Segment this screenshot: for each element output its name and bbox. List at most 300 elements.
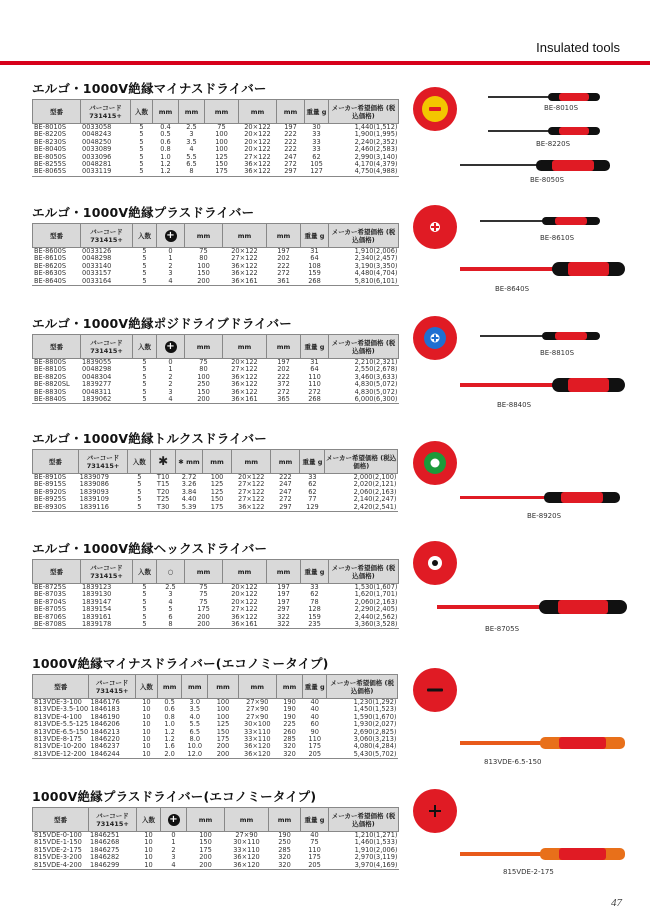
table-cell: 5 [133,374,157,381]
table-cell: 1846275 [89,847,137,854]
table-cell: 1839055 [81,359,133,367]
table-cell: BE-8010S [33,124,81,132]
table-cell: 815VDE-3-200 [33,854,89,861]
table-row [33,481,398,488]
table-cell: 200 [208,751,238,759]
table-cell: 62 [301,591,329,598]
table-cell: 100 [208,714,238,721]
header-title: Insulated tools [536,40,620,55]
table-cell: 5 [133,359,157,367]
screwdriver-image [480,332,600,340]
table-cell: 31 [301,248,329,256]
product-label: BE-8640S [495,285,530,293]
table-cell: 200 [185,614,223,621]
table-cell: 5 [133,270,157,277]
table-cell: 1839123 [81,584,133,592]
table-cell: 36×120 [225,862,269,870]
col-header: 重量 g [303,675,327,699]
table-cell: 250 [269,839,301,846]
screwdriver-image [480,217,600,225]
table-cell: 150 [185,389,223,396]
table-cell: 2,060(2,163) [329,599,399,606]
table-cell: 222 [277,139,305,146]
col-header: mm [232,450,271,474]
table-cell: 1,450(1,523) [327,706,398,713]
table-cell: 40 [303,706,327,713]
table-cell: BE-8708S [33,621,81,629]
table-cell: BE-8840S [33,396,81,404]
table-cell: 5,430(5,702) [327,751,398,759]
table-cell: 33×110 [225,847,269,854]
table-cell: 75 [185,591,223,598]
table-cell: 62 [300,489,325,496]
section-pozidriv-ergo [32,316,398,404]
table-cell: 320 [269,854,301,861]
table-row [33,743,398,750]
section-title: エルゴ・1000V絶縁マイナスドライバー [32,81,267,96]
table-cell: 40 [301,832,329,840]
col-header: mm [223,224,267,248]
table-cell: 1846244 [89,751,135,759]
table-cell: 222 [271,474,300,482]
plus-icon: + [161,808,187,832]
table-cell: 77 [300,496,325,503]
table-row [33,721,398,728]
table-cell: 2,210(2,321) [329,359,399,367]
col-header: バーコード 731415+ [81,224,133,248]
table-cell: 5 [133,591,157,598]
table-cell: 5.5 [182,721,208,728]
table-cell: 5 [131,139,153,146]
table-cell: 1,530(1,607) [329,584,399,592]
col-header: mm [153,100,179,124]
table-cell: 1.0 [158,721,182,728]
table-cell: 4,080(4,284) [327,743,398,750]
table-cell: 33 [301,584,329,592]
table-cell: 10 [135,714,157,721]
table-cell: 36×161 [223,621,267,629]
table-cell: 100 [208,706,238,713]
table-cell: 297 [267,606,301,613]
table-cell: 322 [267,621,301,629]
table-cell: 4.0 [182,714,208,721]
table-cell: 247 [271,489,300,496]
table-cell: 813VDE-3-100 [33,699,89,707]
table-cell: 0033140 [81,263,133,270]
table-row [33,736,398,743]
table-row [33,131,399,138]
product-label: BE-8810S [540,349,575,357]
table-cell: 1846183 [89,706,135,713]
table-cell: 5 [133,366,157,373]
table-cell: 36×122 [223,374,267,381]
table-row [33,389,399,396]
table-cell: 10 [135,751,157,759]
col-header: 型番 [33,224,81,248]
table-row [33,606,399,613]
table-cell: 190 [276,699,302,707]
table-cell: 3 [157,591,185,598]
table-cell: 361 [267,278,301,286]
table-cell: 105 [305,161,329,168]
table-cell: 4 [161,862,187,870]
screwdriver-image [488,93,600,101]
table-cell: 6 [157,614,185,621]
table-row [33,699,398,707]
table-cell: 222 [277,146,305,153]
plus-icon: + [157,224,185,248]
table-cell: 75 [205,124,239,132]
table-cell: 0.8 [153,146,179,153]
col-header: 型番 [33,675,89,699]
hex-icon: ○ [157,560,185,584]
product-label: 813VDE-6.5-150 [484,758,542,766]
slotted-tip-icon [413,87,457,131]
table-cell: 20×122 [239,139,277,146]
section-flat-ergo [32,81,398,177]
table-cell: 5 [133,248,157,256]
col-header: mm [269,808,301,832]
table-cell: 1,910(2,006) [329,847,399,854]
table-cell: 247 [271,481,300,488]
table-cell: 0048311 [81,389,133,396]
table-cell: BE-8920S [33,489,79,496]
table-cell: 75 [185,248,223,256]
table-cell: 272 [301,389,329,396]
table-cell: 1.2 [153,161,179,168]
col-header: 重量 g [301,560,329,584]
table-row [33,862,399,870]
table-cell: 33 [305,131,329,138]
table-cell: 2,690(2,825) [327,729,398,736]
table-cell: 200 [185,396,223,404]
table-cell: 80 [185,366,223,373]
table-cell: 20×122 [223,359,267,367]
table-cell: BE-8040S [33,146,81,153]
section-title: 1000V絶縁プラスドライバー(エコノミータイプ) [32,789,317,804]
table-cell: 108 [301,263,329,270]
table-cell: 10 [135,699,157,707]
table-cell: 27×90 [238,714,276,721]
table-cell: 10 [135,736,157,743]
table-cell: 4,830(5,072) [329,389,399,396]
col-header: バーコード 731415+ [89,808,137,832]
table-row [33,270,399,277]
table-cell: 3.26 [176,481,203,488]
table-cell: 150 [203,496,232,503]
table-cell: 1839079 [78,474,128,482]
table-cell: 33 [305,139,329,146]
col-header: バーコード 731415+ [81,100,131,124]
table-body [33,359,399,404]
table-cell: 5 [131,124,153,132]
table-cell: 5 [128,481,151,488]
product-label: BE-8920S [527,512,562,520]
table-cell: 1846213 [89,729,135,736]
table-row [33,263,399,270]
table-cell: 272 [267,270,301,277]
table-cell: 36×122 [232,504,271,512]
table-cell: 1839147 [81,599,133,606]
col-header: 入数 [137,808,161,832]
table-cell: 1846251 [89,832,137,840]
table-cell: 128 [301,606,329,613]
table-cell: 268 [301,396,329,404]
table-cell: 100 [205,146,239,153]
table-cell: 4 [157,599,185,606]
table-cell: 20×122 [239,124,277,132]
screwdriver-image [460,848,625,860]
screwdriver-image [460,737,625,749]
table-cell: 36×122 [223,614,267,621]
table-cell: 235 [301,621,329,629]
table-cell: 1846268 [89,839,137,846]
table-cell: 27×122 [223,255,267,262]
table-cell: 0033164 [81,278,133,286]
table-cell: 100 [205,139,239,146]
table-cell: 27×122 [239,154,277,161]
product-label: BE-8010S [544,104,579,112]
table-cell: 1,590(1,670) [327,714,398,721]
table-cell: 197 [267,584,301,592]
col-header: mm [158,675,182,699]
table-cell: 129 [300,504,325,512]
table-cell: 813VDE-5.5-125 [34,721,89,729]
table-cell: 5 [133,255,157,262]
table-cell: 0033126 [81,248,133,256]
table-cell: 30×110 [225,839,269,846]
table-cell: 272 [277,161,305,168]
table-cell: BE-8706S [33,614,81,621]
table-cell: 80 [185,255,223,262]
table-cell: 36×161 [223,278,267,286]
table-cell: 1,210(1,271) [329,832,399,840]
table-cell: 20×122 [223,599,267,606]
table-cell: 6.5 [182,729,208,736]
col-header: 重量 g [301,808,329,832]
table-cell: 815VDE-1-150 [33,839,89,846]
table-cell: 40 [303,714,327,721]
col-header: mm [267,224,301,248]
table-cell: 4,750(4,988) [329,168,399,176]
section-title: 1000V絶縁マイナスドライバー(エコノミータイプ) [32,656,329,671]
table-row [33,489,398,496]
table-cell: 1 [157,366,185,373]
table-row [33,496,398,503]
table-cell: 272 [267,389,301,396]
col-header: 重量 g [300,450,325,474]
table-cell: 200 [185,621,223,629]
section-title: エルゴ・1000V絶縁プラスドライバー [32,205,255,220]
spec-table [32,674,398,759]
table-cell: 8 [179,168,205,176]
table-cell: 175 [303,743,327,750]
table-cell: 197 [277,124,305,132]
table-cell: 5 [131,168,153,176]
table-cell: 222 [277,131,305,138]
col-header: 型番 [33,808,89,832]
col-header: 型番 [33,100,81,124]
spec-table [32,99,399,177]
table-cell: 202 [267,255,301,262]
table-cell: BE-8600S [33,248,81,256]
table-cell: 159 [301,614,329,621]
table-cell: 40 [303,699,327,707]
table-cell: 2 [161,847,187,854]
table-cell: 64 [301,366,329,373]
table-cell: 10 [137,839,161,846]
table-cell: 3 [179,131,205,138]
section-flat-economy [32,656,397,759]
col-header: バーコード 731415+ [81,560,133,584]
col-header: mm [267,560,301,584]
table-cell: 5 [133,278,157,286]
table-cell: 2,240(2,352) [329,139,399,146]
col-header: メーカー希望価格 (税込価格) [329,808,399,832]
table-cell: 813VDE-3.5-100 [34,706,89,714]
table-cell: 222 [267,374,301,381]
table-cell: 5 [131,161,153,168]
table-cell: 197 [267,248,301,256]
table-cell: 0033089 [81,146,131,153]
table-cell: 2,550(2,678) [329,366,399,373]
table-cell: 1846176 [89,699,135,707]
table-cell: 3,970(4,169) [329,862,399,870]
table-cell: 1 [161,839,187,846]
table-row [33,396,399,404]
table-cell: 75 [185,599,223,606]
col-header: 重量 g [301,335,329,359]
table-row [33,474,398,482]
table-cell: 10.0 [182,743,208,750]
table-cell: 2,060(2,163) [325,489,398,496]
table-cell: 5 [131,154,153,161]
table-cell: 3.5 [179,139,205,146]
table-row [33,504,398,512]
table-row [33,381,399,388]
table-row [33,714,398,721]
table-cell: 36×122 [223,270,267,277]
table-cell: T10 [151,474,176,482]
table-row [33,591,399,598]
pozidriv-icon: + [157,335,185,359]
table-cell: 0048298 [81,255,133,262]
table-cell: 1 [157,255,185,262]
table-cell: 33×110 [238,736,276,743]
col-header: mm [239,100,277,124]
table-cell: 1839277 [81,381,133,388]
table-cell: 6.5 [179,161,205,168]
torx-tip-icon [413,441,457,485]
col-header: メーカー希望価格 (税込価格) [325,450,398,474]
section-hex-ergo [32,541,398,629]
table-cell: 5 [157,606,185,613]
table-cell: 320 [276,751,302,759]
table-cell: 1839086 [78,481,128,488]
screwdriver-image [460,378,625,392]
table-cell: 272 [271,496,300,503]
table-cell: 190 [276,706,302,713]
table-cell: 0033058 [81,124,131,132]
table-body [33,124,399,177]
spec-table [32,449,398,512]
table-cell: 150 [208,729,238,736]
col-header: mm [203,450,232,474]
table-cell: 3,360(3,528) [329,621,399,629]
col-header: 入数 [135,675,157,699]
col-header: 型番 [33,450,79,474]
table-cell: 150 [205,161,239,168]
spec-table [32,807,399,870]
table-cell: 0048250 [81,139,131,146]
table-cell: 0048243 [81,131,131,138]
table-cell: 200 [185,278,223,286]
col-header: mm [185,335,223,359]
col-header: 入数 [128,450,151,474]
table-cell: 2,000(2,100) [325,474,398,482]
table-cell: 5 [133,396,157,404]
section-phillips-ergo [32,205,398,286]
col-header: mm [185,560,223,584]
table-cell: BE-8255S [33,161,81,168]
table-cell: 36×161 [223,396,267,404]
col-header: mm [271,450,300,474]
table-cell: 190 [269,832,301,840]
col-header: mm [223,335,267,359]
table-cell: 20×122 [239,131,277,138]
table-cell: 5 [133,606,157,613]
table-row [33,839,399,846]
table-cell: 125 [203,489,232,496]
table-cell: BE-8703S [33,591,81,598]
col-header: バーコード 731415+ [81,335,133,359]
table-cell: 4,170(4,379) [329,161,399,168]
table-cell: BE-8705S [33,606,81,613]
table-cell: 190 [276,714,302,721]
table-cell: BE-8810S [33,366,81,373]
table-cell: 3.5 [182,706,208,713]
col-header: 入数 [133,224,157,248]
table-cell: 5 [133,263,157,270]
table-cell: 1846220 [89,736,135,743]
col-header: mm [277,100,305,124]
table-cell: BE-8610S [33,255,81,262]
col-header: 重量 g [301,224,329,248]
table-cell: 1846299 [89,862,137,870]
table-body [33,474,398,512]
table-row [33,366,399,373]
table-cell: 297 [277,168,305,176]
table-cell: 5 [128,504,151,512]
table-cell: 5 [133,381,157,388]
table-cell: 20×122 [223,591,267,598]
table-cell: 0.5 [153,131,179,138]
table-cell: 0033157 [81,270,133,277]
table-cell: 4 [157,278,185,286]
table-cell: 5.39 [176,504,203,512]
table-cell: BE-8820SL [33,381,81,388]
table-cell: 3 [157,270,185,277]
table-cell: 27×90 [225,832,269,840]
table-row [33,168,399,176]
table-cell: BE-8230S [33,139,81,146]
table-row [33,161,399,168]
table-cell: 6,000(6,300) [329,396,399,404]
table-cell: 205 [303,751,327,759]
table-cell: 0.4 [153,124,179,132]
table-cell: 813VDE-6.5-150 [34,728,89,736]
table-cell: 4 [179,146,205,153]
